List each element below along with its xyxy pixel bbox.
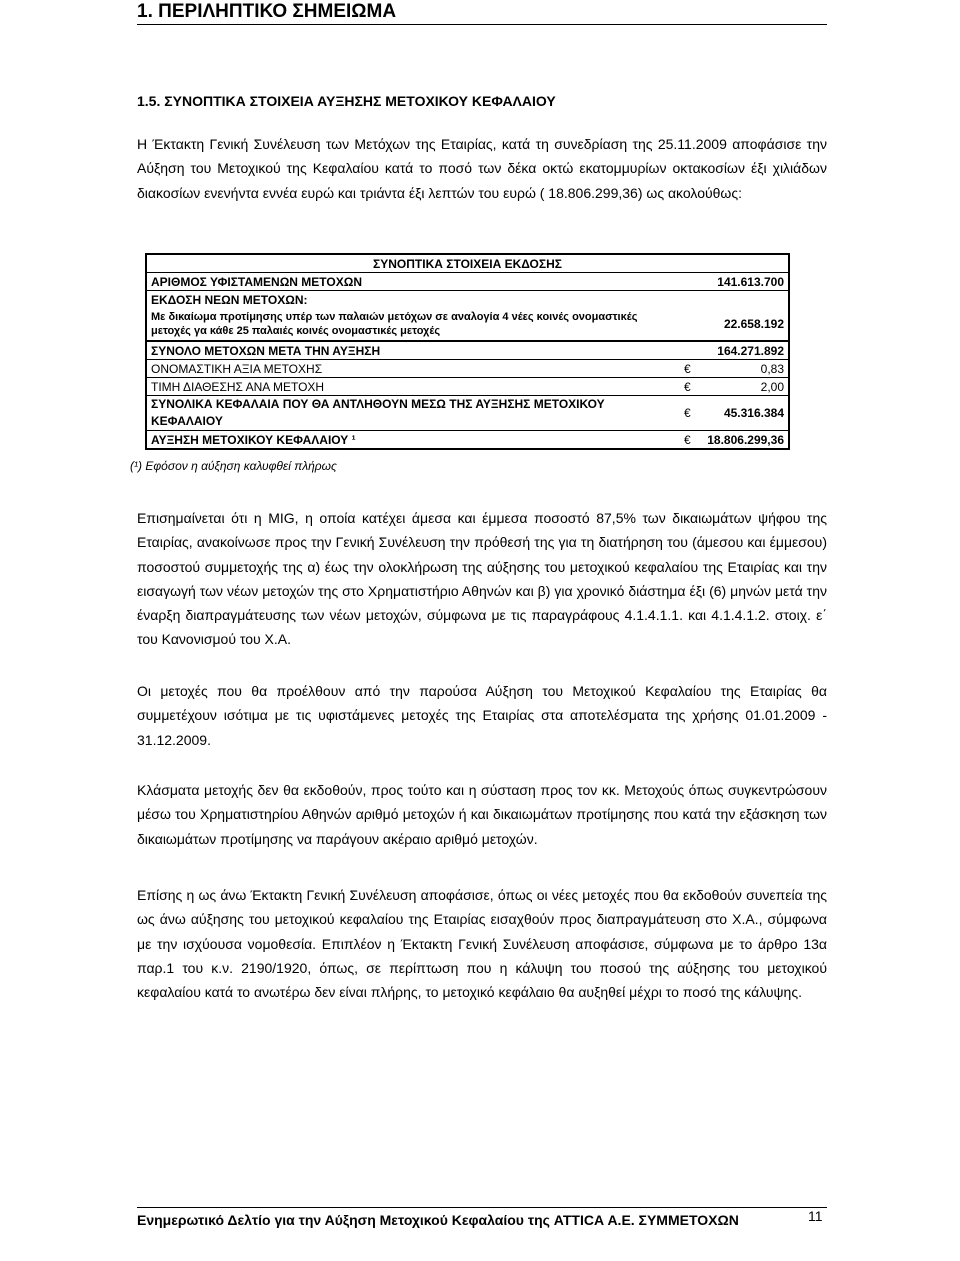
page-number: 11	[808, 1208, 823, 1224]
row-value-cell	[680, 431, 789, 450]
row-label: ΣΥΝΟΛΙΚΑ ΚΕΦΑΛΑΙΑ ΠΟΥ ΘΑ ΑΝΤΛΗΘΟΥΝ ΜΕΣΩ ΤΗΣ ΑΥΞΗΣΗΣ ΜΕΤΟΧΙΚΟΥ ΚΕΦΑΛΑΙΟΥ	[146, 396, 680, 431]
row-value-cell	[680, 378, 789, 396]
table-footnote: (¹) Εφόσον η αύξηση καλυφθεί πλήρως	[130, 459, 337, 473]
paragraph: Επίσης η ως άνω Έκτακτη Γενική Συνέλευση αποφάσισε, όπως οι νέες μετοχές που θα εκδοθούν συνεπεία της ως άνω αύξησης του μετοχικού κεφαλαίου της Εταιρίας εισαχθούν προς διαπραγμάτευση στο Χ.Α., σύμφωνα με την ισχύουσα νομοθεσία. Επιπλέον η Έκτακτη Γενική Συνέλευση αποφάσισε, σύμφωνα με το άρθρο 13α παρ.1 του κ.ν. 2190/1920, όπως, σε περίπτωση που η κάλυψη του ποσού της αύξησης του μετοχικού κεφαλαίου κατά το ανωτέρω δεν είναι πλήρης, το μετοχικό κεφάλαιο θα αυξηθεί μέχρι το ποσό της κάλυψης.	[137, 887, 827, 1001]
row-value-cell	[680, 396, 789, 431]
table-row	[146, 273, 789, 291]
row-label: ΑΥΞΗΣΗ ΜΕΤΟΧΙΚΟΥ ΚΕΦΑΛΑΙΟΥ ¹	[146, 431, 680, 450]
paragraph: Επισημαίνεται ότι η MIG, η οποία κατέχει άμεσα και έμμεσα ποσοστό 87,5% των δικαιωμάτων ψήφου της Εταιρίας, ανακοίνωσε προς την Γενική Συνέλευση την πρόθεσή της για τη διατήρηση του (άμεσου και έμμεσου) ποσοστού συμμετοχής της α) έως την ολοκλήρωση της αύξησης του μετοχικού κεφαλαίου της Εταιρίας και την εισαγωγή των νέων μετοχών της στο Χρηματιστήριο Αθηνών και β) για χρονικό διάστημα έξι (6) μηνών μετά την έναρξη διαπραγμάτευσης των νέων μετοχών, σύμφωνα με τις παραγράφους 4.1.4.1.1. και 4.1.4.1.2. στοιχ. ε΄ του Κανονισμού του Χ.Α.	[137, 510, 827, 648]
row-value: 22.658.192	[680, 308, 789, 341]
table-row	[146, 431, 789, 450]
euro-icon: €	[684, 379, 691, 394]
euro-icon: €	[684, 432, 691, 447]
row-label: ΤΙΜΗ ΔΙΑΘΕΣΗΣ ΑΝΑ ΜΕΤΟΧΗ	[146, 378, 680, 396]
paragraph: Κλάσματα μετοχής δεν θα εκδοθούν, προς τούτο και η σύσταση προς τον κκ. Μετοχούς όπως συγκεντρώσουν μέσω του Χρηματιστηρίου Αθηνών αριθμό μετοχών ή και δικαιωμάτων προτίμησης που κατά την εξάσκηση των δικαιωμάτων προτίμησης να παράγουν ακέραιο αριθμό μετοχών.	[137, 782, 827, 847]
row-value: 18.806.299,36	[707, 432, 784, 447]
row-value: 2,00	[760, 379, 784, 394]
row-value	[680, 291, 789, 309]
euro-icon: €	[684, 361, 691, 376]
section-heading: 1.5. ΣΥΝΟΠΤΙΚΑ ΣΤΟΙΧΕΙΑ ΑΥΞΗΣΗΣ ΜΕΤΟΧΙΚΟΥ ΚΕΦΑΛΑΙΟΥ	[137, 93, 556, 109]
table-row	[146, 360, 789, 378]
intro-paragraph: Η Έκτακτη Γενική Συνέλευση των Μετόχων της Εταιρίας, κατά τη συνεδρίαση της 25.11.2009 αποφάσισε την Αύξηση του Μετοχικού της Κεφαλαίου κατά το ποσό των δέκα οκτώ εκατομμυρίων οκτακοσίων έξι χιλιάδων διακοσίων ενενήντα εννέα ευρώ και τριάντα έξι λεπτών του ευρώ ( 18.806.299,36) ως ακολούθως:	[137, 136, 827, 201]
row-value: 0,83	[760, 361, 784, 376]
footer-divider	[137, 1207, 827, 1208]
row-label: ΟΝΟΜΑΣΤΙΚΗ ΑΞΙΑ ΜΕΤΟΧΗΣ	[146, 360, 680, 378]
footer-text: Ενημερωτικό Δελτίο για την Αύξηση Μετοχικού Κεφαλαίου της ATTICA Α.Ε. ΣΥΜΜΕΤΟΧΩΝ	[137, 1212, 739, 1228]
euro-icon: €	[684, 406, 691, 420]
row-value: 45.316.384	[723, 406, 784, 420]
row-value: 141.613.700	[680, 273, 789, 291]
table-row	[146, 378, 789, 396]
row-value: 164.271.892	[680, 341, 789, 360]
row-label: ΕΚΔΟΣΗ ΝΕΩΝ ΜΕΤΟΧΩΝ:	[146, 291, 680, 309]
issue-summary-table	[145, 253, 790, 450]
row-label: ΣΥΝΟΛΟ ΜΕΤΟΧΩΝ ΜΕΤΑ ΤΗΝ ΑΥΞΗΣΗ	[146, 341, 680, 360]
table-row	[146, 308, 789, 341]
table-row	[146, 291, 789, 309]
table-caption: ΣΥΝΟΠΤΙΚΑ ΣΤΟΙΧΕΙΑ ΕΚΔΟΣΗΣ	[146, 254, 789, 273]
table-row	[146, 341, 789, 360]
page-header-title: 1. ΠΕΡΙΛΗΠΤΙΚΟ ΣΗΜΕΙΩΜΑ	[137, 1, 397, 22]
paragraph: Οι μετοχές που θα προέλθουν από την παρούσα Αύξηση του Μετοχικού Κεφαλαίου της Εταιρίας θα συμμετέχουν ισότιμα με τις υφιστάμενες μετοχές της Εταιρίας στα αποτελέσματα της χρήσης 01.01.2009 - 31.12.2009.	[137, 683, 827, 748]
table-row	[146, 396, 789, 431]
header-divider	[137, 24, 827, 25]
row-label: ΑΡΙΘΜΟΣ ΥΦΙΣΤΑΜΕΝΩΝ ΜΕΤΟΧΩΝ	[146, 273, 680, 291]
row-label: Με δικαίωμα προτίμησης υπέρ των παλαιών μετόχων σε αναλογία 4 νέες κοινές ονομαστικές μετοχές γα κάθε 25 παλαιές κοινές ονομαστικές μετοχές	[146, 308, 680, 341]
row-value-cell	[680, 360, 789, 378]
